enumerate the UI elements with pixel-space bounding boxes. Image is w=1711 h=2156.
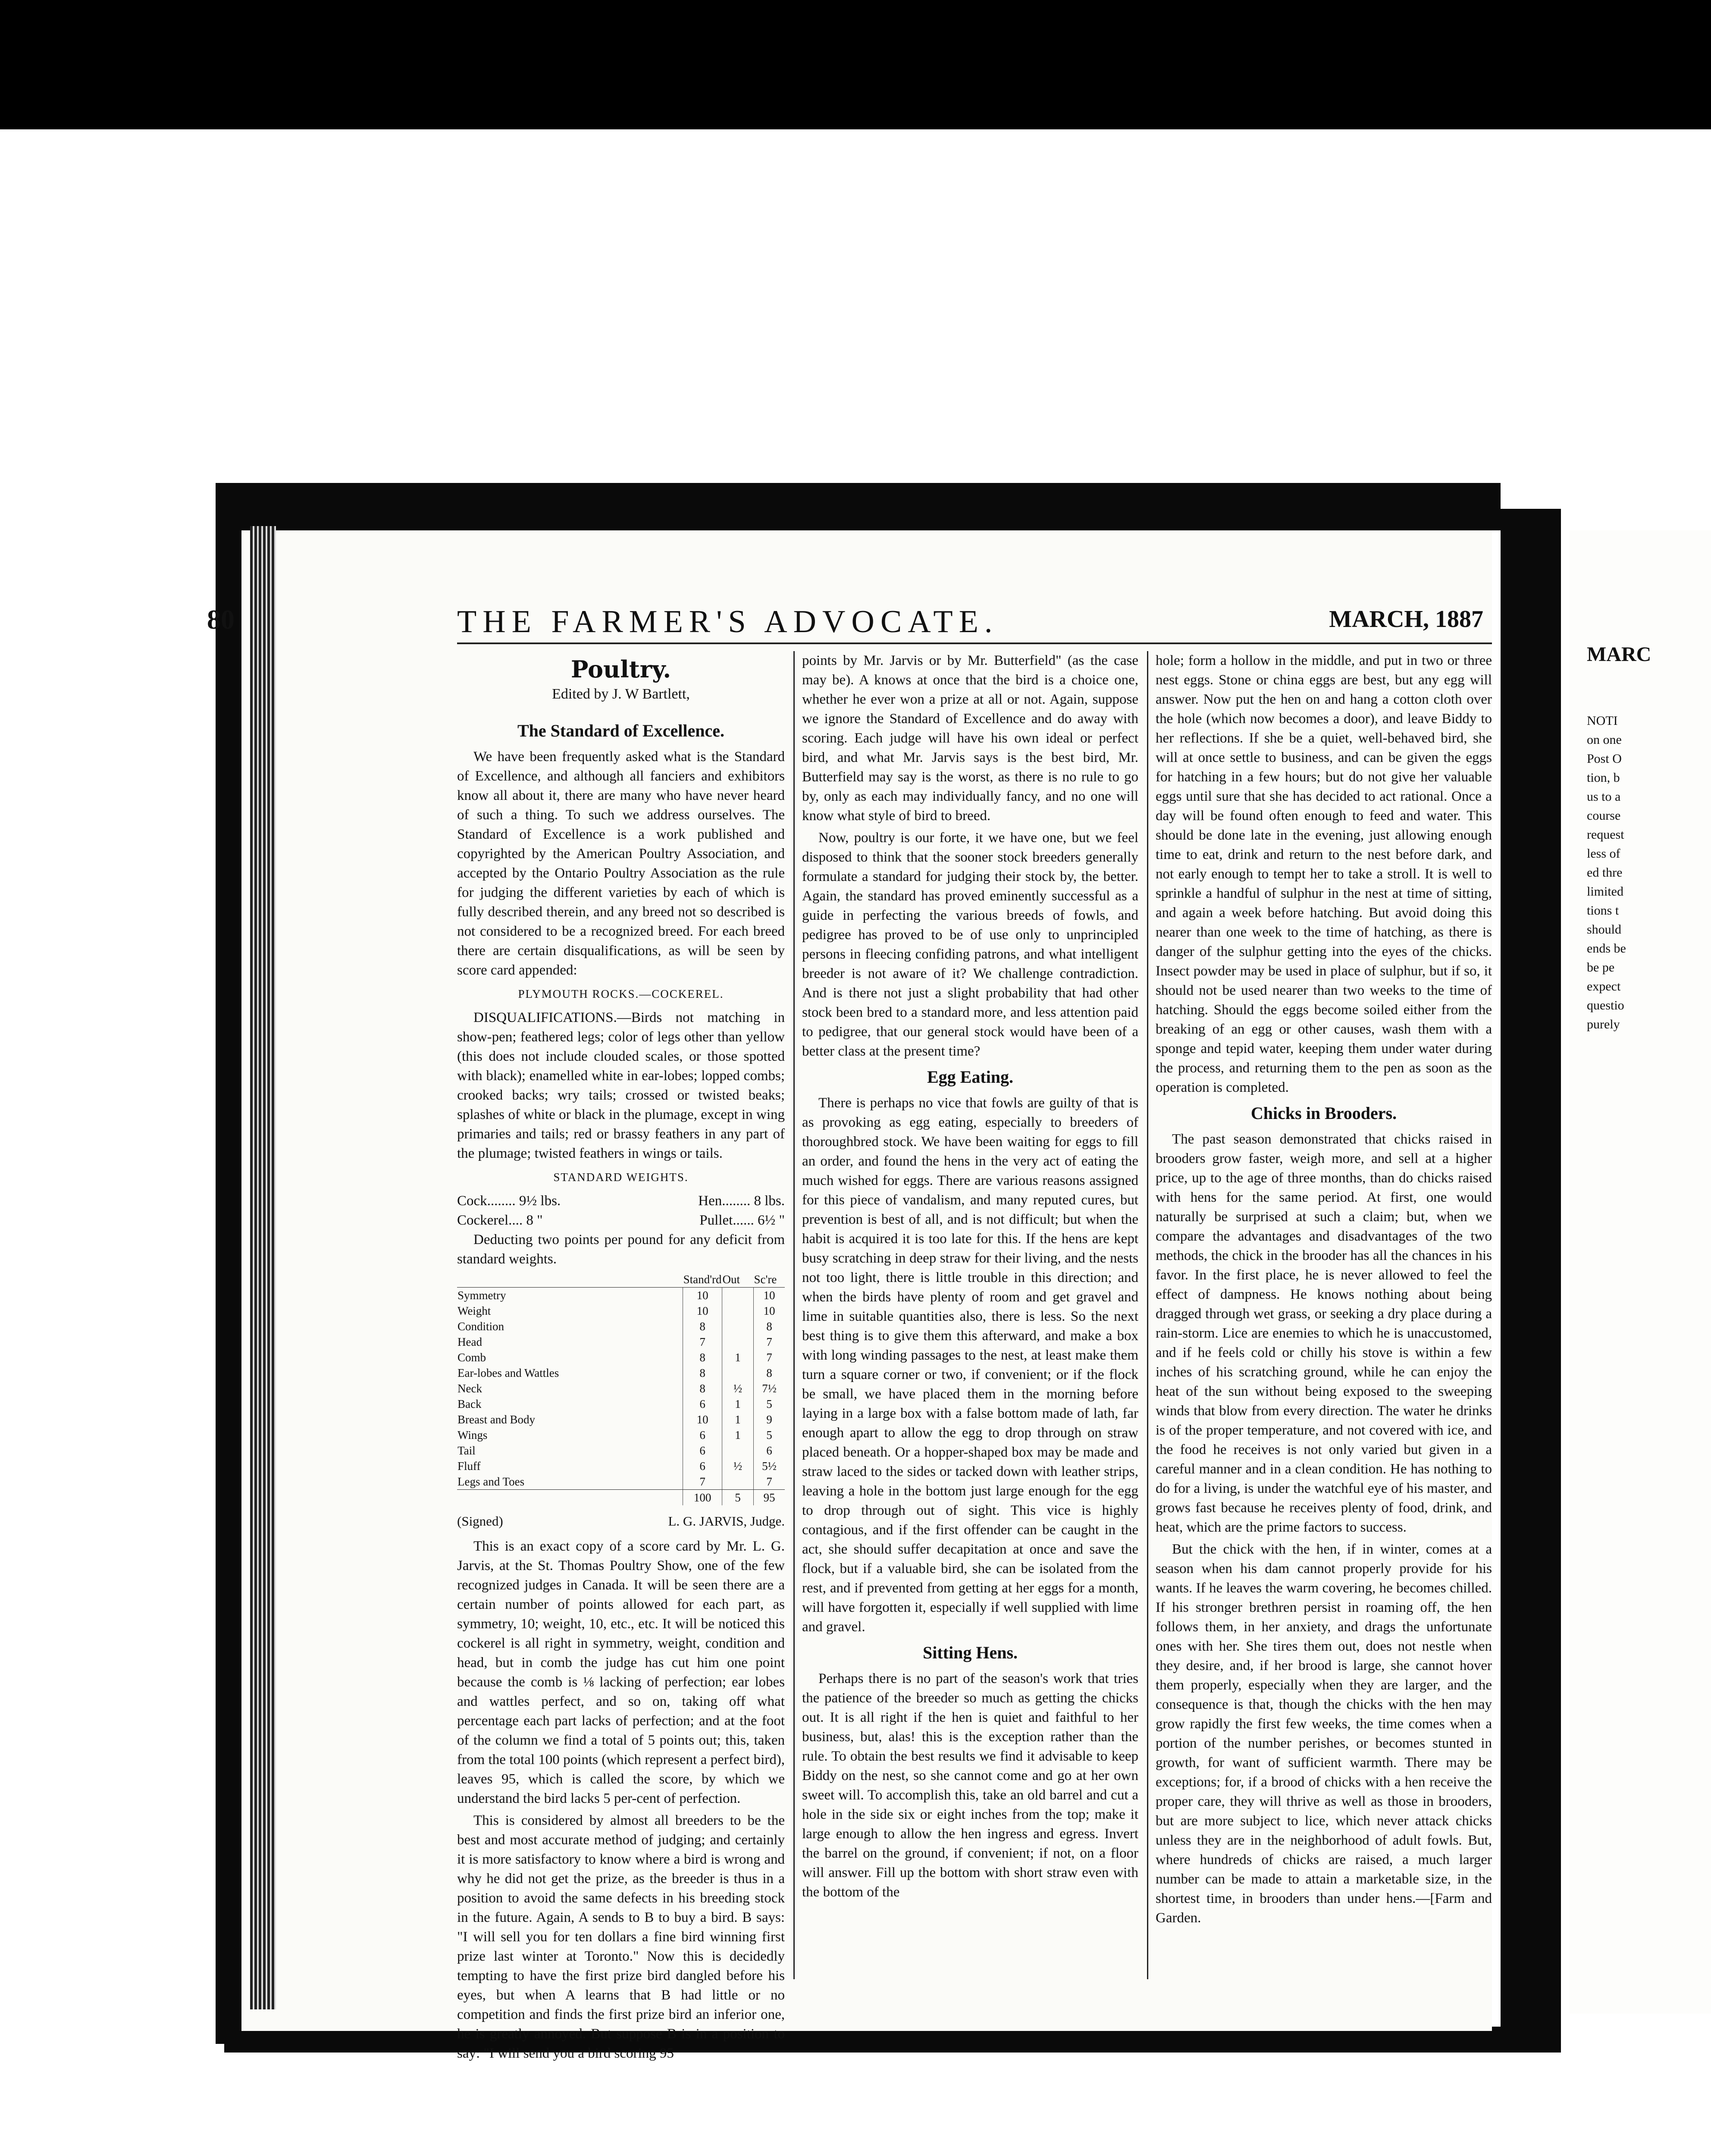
table-row <box>457 1396 785 1412</box>
table-cell: 10 <box>683 1412 722 1427</box>
facing-page-line: be pe <box>1587 960 1615 975</box>
table-cell: Back <box>458 1398 482 1410</box>
table-cell: 6 <box>683 1427 722 1443</box>
header-rule <box>457 642 1492 644</box>
facing-page-line: ed thre <box>1587 865 1623 880</box>
table-cell <box>457 1490 683 1506</box>
paragraph: points by Mr. Jarvis or by Mr. Butterfield" (as the case may be). A knows at once that the bird is a choice one, whether he ever won a prize at all or not. Again, suppose we ignore the Standard of Excellence and do away with scoring. Each judge will have his own ideal or perfect bird, and what Mr. Jarvis says is the best bird, Mr. Butterfield may say is the worst, as there is no rule to go by, only as each may individually fancy, and no one will know what style of bird to breed. <box>802 653 1138 824</box>
table-row <box>457 1381 785 1396</box>
weight-hen: Hen........ 8 lbs. <box>698 1193 785 1209</box>
table-cell: 7 <box>754 1334 785 1350</box>
table-cell: 1 <box>722 1396 754 1412</box>
table-cell: Condition <box>458 1320 505 1333</box>
column-3 <box>1156 651 1492 1930</box>
table-row <box>457 1350 785 1365</box>
paragraph: Perhaps there is no part of the season's work that tries the patience of the breeder so much as getting the chicks out. It is all right if the hen is quiet and faithful to her business, but, alas! this is the exception rather than the rule. To obtain the best results we find it advisable to keep Biddy on the nest, so she cannot come and go at her own sweet will. To accomplish this, take an old barrel and cut a hole in the side six or eight inches from the top; make it large enough to allow the hen ingress and egress. Invert the barrel on the ground, if convenient; if not, on a floor will answer. Fill up the bottom with short straw even with the bottom of the <box>802 1671 1138 1900</box>
table-cell: 100 <box>683 1490 722 1506</box>
table-cell: 8 <box>683 1319 722 1334</box>
article-title-chicks-in-brooders: Chicks in Brooders. <box>1250 1103 1397 1123</box>
facing-page-line: less of <box>1587 846 1620 861</box>
table-row <box>457 1365 785 1381</box>
table-cell <box>722 1319 754 1334</box>
table-row <box>457 1303 785 1319</box>
article-title-egg-eating: Egg Eating. <box>927 1067 1014 1087</box>
table-cell: 10 <box>683 1288 722 1304</box>
table-cell <box>722 1443 754 1458</box>
table-header: Out <box>722 1272 754 1288</box>
facing-page-line: on one <box>1587 733 1622 747</box>
weight-cock: Cock........ 9½ lbs. <box>457 1193 561 1209</box>
issue-date: MARCH, 1887 <box>1329 606 1483 633</box>
table-cell <box>722 1334 754 1350</box>
column-1 <box>457 651 785 2066</box>
paragraph: Now, poultry is our forte, it we have one, but we feel disposed to think that the sooner stock breeders generally formulate a standard for judging their stock by, the better. Again, the standard has proved eminently successful as a guide in perfecting the various breeds of fowls, and pedigree has proved to be of use only to unprincipled persons in fleecing confiding patrons, and what intelligent breeder is not aware of it? We challenge contradiction. And is there not just a slight probability that had other stock been bred to a standard more, and less attention paid to pedigree, that our general stock would have been of a better class at the present time? <box>802 830 1138 1059</box>
facing-page-header: MARC <box>1587 643 1651 666</box>
table-cell: 5 <box>754 1396 785 1412</box>
masthead: THE FARMER'S ADVOCATE. <box>457 604 999 639</box>
table-row <box>457 1458 785 1474</box>
department-title: Poultry. <box>570 655 671 683</box>
facing-page-line: us to a <box>1587 790 1621 804</box>
facing-page-text <box>1587 711 1711 1034</box>
facing-page-line: NOTI <box>1587 714 1618 728</box>
table-cell: 10 <box>754 1303 785 1319</box>
table-header: Stand'rd <box>683 1272 722 1288</box>
table-cell: Wings <box>458 1429 488 1442</box>
table-header: Sc're <box>754 1272 785 1288</box>
table-cell: Comb <box>458 1351 486 1364</box>
table-cell: Legs and Toes <box>458 1475 525 1488</box>
table-cell <box>722 1288 754 1304</box>
table-cell: ½ <box>722 1458 754 1474</box>
table-cell: 8 <box>683 1350 722 1365</box>
facing-page-line: tions t <box>1587 903 1619 918</box>
table-cell: Head <box>458 1335 482 1348</box>
article-title-standard: The Standard of Excellence. <box>517 721 724 740</box>
table-cell: 9 <box>754 1412 785 1427</box>
table-cell: 95 <box>754 1490 785 1506</box>
table-cell: 8 <box>683 1381 722 1396</box>
editor-line: Edited by J. W Bartlett, <box>552 686 690 702</box>
table-row <box>457 1412 785 1427</box>
table-cell: 8 <box>754 1319 785 1334</box>
table-cell: 10 <box>754 1288 785 1304</box>
paragraph: Deducting two points per pound for any deficit from standard weights. <box>457 1232 785 1267</box>
facing-page <box>1570 530 1711 2014</box>
score-card-table <box>457 1272 785 1505</box>
page-header <box>207 604 1483 638</box>
table-cell: Tail <box>458 1444 476 1457</box>
table-cell: 5 <box>722 1490 754 1506</box>
breed-heading: PLYMOUTH ROCKS.—COCKEREL. <box>518 987 724 1000</box>
column-2 <box>802 651 1138 1905</box>
weight-cockerel: Cockerel.... 8 " <box>457 1213 543 1228</box>
column-rule-1 <box>793 651 795 1979</box>
table-cell: 1 <box>722 1427 754 1443</box>
table-cell <box>722 1303 754 1319</box>
weight-pullet: Pullet...... 6½ " <box>699 1213 785 1228</box>
table-cell: 7 <box>754 1474 785 1490</box>
paragraph: But the chick with the hen, if in winter, comes at a season when his dam cannot properly provide for his wants. If he leaves the warm covering, he becomes chilled. If his stronger brethren persist in roaming off, the hen follows them, in her anxiety, and drags the unfortunate ones with her. She tires them out, does not nestle when they desire, and, if her brood is large, she cannot hover them properly, especially when they are larger, and the consequence is that, though the chicks with the hen may grow rapidly the first few weeks, the time comes when a portion of the number perishes, or becomes stunted in growth, for want of sufficient warmth. There may be exceptions; for, if a brood of chicks with a hen receive the proper care, they will thrive as well as those in brooders, but are more subject to lice, which never attack chicks unless they are in the neighborhood of adult fowls. But, where hundreds of chicks are raised, a much larger number can be made to attain a marketable size, in the shortest time, in brooders than under hens.—[Farm and Garden. <box>1156 1542 1492 1926</box>
table-cell: 8 <box>683 1365 722 1381</box>
facing-page-line: questio <box>1587 998 1624 1012</box>
table-cell: 10 <box>683 1303 722 1319</box>
facing-page-line: tion, b <box>1587 771 1620 785</box>
table-cell: 7 <box>754 1350 785 1365</box>
column-rule-2 <box>1147 651 1148 1979</box>
table-cell: 7 <box>683 1334 722 1350</box>
table-cell: 6 <box>683 1443 722 1458</box>
table-row <box>457 1490 785 1506</box>
table-row <box>457 1334 785 1350</box>
page-number: 80 <box>207 604 235 635</box>
table-cell: 1 <box>722 1412 754 1427</box>
table-cell: Weight <box>458 1304 491 1317</box>
table-cell: 6 <box>683 1396 722 1412</box>
disqualifications: DISQUALIFICATIONS.—Birds not matching in show-pen; feathered legs; color of legs other than yellow (this does not include clouded scales, or those spotted with black); enamelled white in ear-lobes; lopped combs; crooked backs; wry tails; crossed or twisted beaks; splashes of white or black in the plumage, except in wing primaries and tails; red or brassy feathers in any part of the plumage; twisted feathers in wings or tails. <box>457 1010 785 1161</box>
table-row <box>457 1443 785 1458</box>
paragraph: The past season demonstrated that chicks raised in brooders grow faster, weigh more, and sell at a higher price, up to the age of three months, than do chicks raised with hens for the same period. At first, one would naturally be surprised at such a claim; but, when we compare the advantages and disadvantages of the two methods, the chick in the brooder has all the chances in his favor. In the first place, he is never allowed to feel the effect of dampness. He knows nothing about being dragged through wet grass, or seeking a dry place during a rain-storm. Lice are enemies to which he is unaccustomed, and if he feels cold or chilly his stove is within a few inches of his scratching ground, while he can enjoy the heat of the sun without being exposed to the sweeping winds that blow from every direction. The water he drinks is of the proper temperature, and not covered with ice, and the food he receives is not only varied but given in a careful manner and in a clean condition. He has nothing to do for a living, is under the watchful eye of his master, and grows fast because he receives plenty of food, drink, and heat, which are the prime factors to success. <box>1156 1131 1492 1535</box>
paragraph: hole; form a hollow in the middle, and put in two or three nest eggs. Stone or china eggs are best, but any egg will answer. Now put the hen on and hang a cotton cloth over the hole (which now becomes a door), and leave Biddy to her reflections. If she be a quiet, well-behaved bird, she will at once settle to business, and can be given the eggs for hatching in a few hours; but do not give her valuable eggs until sure that she has decided to act rational. Once a day will be found often enough to feed and water. This should be done late in the evening, just allowing enough time to eat, drink and return to the nest before dark, and not early enough to tempt her to take a stroll. It is well to sprinkle a handful of sulphur in the nest at time of sitting, and again a week before hatching. But avoid doing this nearer than one week to the time of hatching, as there is danger of the sulphur getting into the eyes of the chicks. Insect powder may be used in place of sulphur, but if so, it should not be used nearer than two weeks to the time of hatching. Should the eggs become soiled either from the breaking of an egg or other causes, wash them with a sponge and tepid water, keeping them under water during the process, and returning them to the pen as soon as the operation is completed. <box>1156 653 1492 1095</box>
signed-label: (Signed) <box>457 1514 503 1529</box>
page-edges <box>250 526 276 2009</box>
facing-page-line: should <box>1587 922 1622 937</box>
book-cover-top <box>224 483 1501 530</box>
table-cell: 7 <box>683 1474 722 1490</box>
table-cell: 5½ <box>754 1458 785 1474</box>
facing-page-line: request <box>1587 827 1624 842</box>
facing-page-line: Post O <box>1587 752 1622 766</box>
standard-weights <box>457 1191 785 1230</box>
table-row <box>457 1288 785 1304</box>
table-cell: 7½ <box>754 1381 785 1396</box>
facing-page-line: limited <box>1587 884 1623 899</box>
weights-heading: STANDARD WEIGHTS. <box>553 1171 689 1184</box>
table-cell <box>722 1474 754 1490</box>
paragraph: This is an exact copy of a score card by Mr. L. G. Jarvis, at the St. Thomas Poultry Show, one of the few recognized judges in Canada. It will be seen there are a certain number of points allowed for each part, as symmetry, 10; weight, 10, etc., etc. It will be noticed this cockerel is all right in symmetry, weight, condition and head, but in comb the judge has cut him one point because the comb is ⅛ lacking of perfection; ear lobes and wattles perfect, and so on, taking off what percentage each part lacks of perfection; and at the foot of the column we find a total of 5 points out; this, taken from the total 100 points (which represent a perfect bird), leaves 95, which is called the score, by which we understand the bird lacks 5 per-cent of perfection. <box>457 1539 785 1806</box>
facing-page-line: expect <box>1587 979 1621 993</box>
facing-page-line: course <box>1587 808 1621 823</box>
paragraph: There is perhaps no vice that fowls are guilty of that is as provoking as egg eating, especially to breeders of thoroughbred stock. We have been waiting for eggs to fill an order, and found the hens in the very act of eating the much wished for eggs. There are various reasons assigned for this piece of vandalism, and many reputed cures, but prevention is best of all, and is not difficult; but when the habit is acquired it is too late for this. If the hens are kept busy scratching in deep straw for their living, and the nests not too light, there is little trouble in this direction; and when the birds have plenty of room and get gravel and lime in suitable quantities also, there is less. So the next best thing is to give them this afterward, and make a box with long winding passages to the nest, at least make them turn a square corner or two, if convenient; or if the flock be small, we have placed them in the morning before laying in a large box with a false bottom made of lath, far enough apart to allow the egg to drop through on straw placed beneath. Or a hopper-shaped box may be made and straw laced to the sides or tacked down with leather strips, leaving a hole in the bottom just large enough for the egg to drop through out of sight. This vice is highly contagious, and if the first offender can be caught in the act, she should suffer decapitation at once and save the flock, but if a valuable bird, she can be isolated from the rest, and if prevented from getting at her eggs for a month, will have forgotten it, especially if well supplied with lime and gravel. <box>802 1095 1138 1635</box>
table-cell: 5 <box>754 1427 785 1443</box>
table-row <box>457 1427 785 1443</box>
table-cell: ½ <box>722 1381 754 1396</box>
table-cell: Ear-lobes and Wattles <box>458 1366 559 1379</box>
paragraph: This is considered by almost all breeders to be the best and most accurate method of judging; and certainly it is more satisfactory to know where a bird is wrong and why he did not get the prize, as the breeder is thus in a position to avoid the same defects in his breeding stock in the future. Again, A sends to B to buy a bird. B says: "I will sell you for ten dollars a fine bird winning first prize last winter at Toronto." Now this is decidedly tempting to have the first prize bird dangled before his eyes, but when A learns that B had little or no competition and finds the first prize bird an inferior one, he is greatly annoyed. But suppose B is in a position to say: "I will send you a bird scoring 95 <box>457 1813 785 2061</box>
table-header <box>457 1272 683 1288</box>
book-spine <box>1501 509 1561 2053</box>
facing-page-line: ends be <box>1587 941 1626 956</box>
signature-line <box>457 1511 785 1531</box>
judge-name: L. G. JARVIS, Judge. <box>668 1514 785 1529</box>
facing-page-line: purely <box>1587 1017 1620 1031</box>
table-cell: 1 <box>722 1350 754 1365</box>
table-row <box>457 1319 785 1334</box>
table-cell: Fluff <box>458 1460 481 1473</box>
table-cell: Symmetry <box>458 1289 506 1302</box>
table-cell: Breast and Body <box>458 1413 535 1426</box>
table-row <box>457 1474 785 1490</box>
table-cell: 6 <box>754 1443 785 1458</box>
paragraph: We have been frequently asked what is the Standard of Excellence, and although all fanciers and exhibitors know all about it, there are many who have never heard of such a thing. To such we address ourselves. The Standard of Excellence is a work published and copyrighted by the American Poultry Association, and accepted by the Ontario Poultry Association as the rule for judging the different varieties by each of which is fully described therein, and any breed not so described is not considered to be a recognized breed. For each breed there are certain disqualifications, as will be seen by score card appended: <box>457 749 785 978</box>
table-cell <box>722 1365 754 1381</box>
table-cell: 8 <box>754 1365 785 1381</box>
table-cell: Neck <box>458 1382 482 1395</box>
table-cell: 6 <box>683 1458 722 1474</box>
article-title-sitting-hens: Sitting Hens. <box>922 1643 1018 1662</box>
